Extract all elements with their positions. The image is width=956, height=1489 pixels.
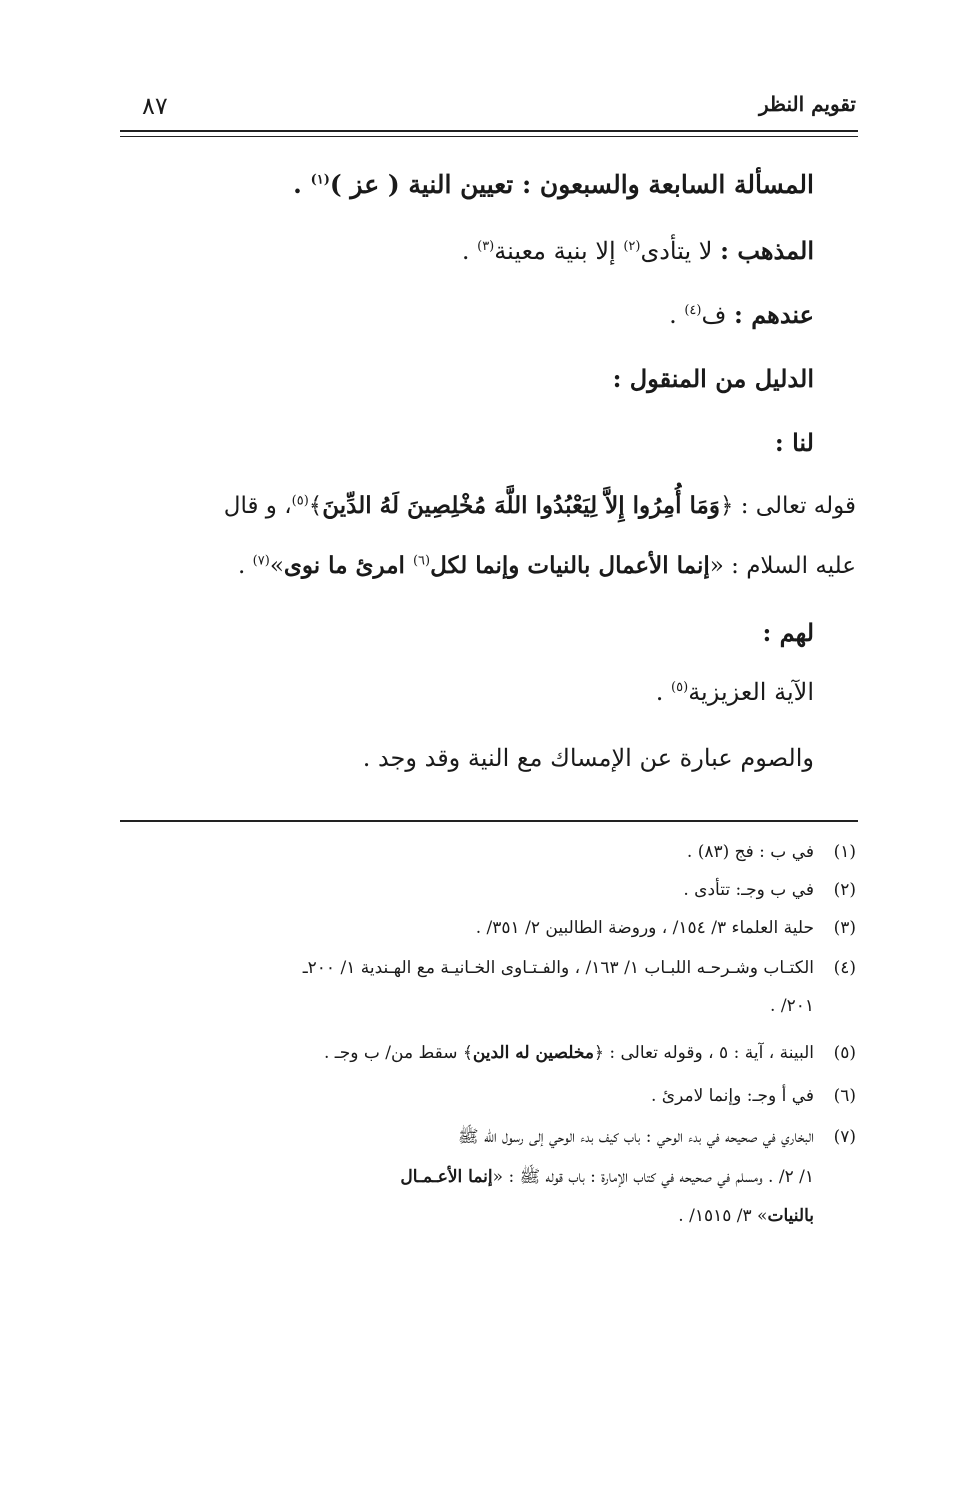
aya-tail: . [655,678,672,706]
footnote-2-text: في ب وجـ: تتأدى . [683,880,814,900]
footnote-7-number: (٧) [833,1127,856,1147]
indahum-text: ف [701,301,734,329]
footnote-6-text: في أ وجـ: وإنما لامرئ . [650,1086,814,1106]
footnote-2-number: (٢) [833,880,856,900]
footnote-3-number: (٣) [833,918,856,938]
footnote-7-text: البخاري في صحيحه في بدء الوحي : باب كيف بدء الوحي إلى رسول الله ﷺ [458,1127,814,1147]
footnote-1-text: في ب : فج (٨٣) . [686,842,814,862]
indahum-tail: . [669,301,685,329]
running-header-title: تقويم النظر [759,92,856,116]
footnote-7-continuation-1 [400,1166,814,1191]
footnote-5-text-a: البينة ، آية : ٥ ، وقوله تعالى : ﴿ [593,1043,814,1063]
footnote-ref-5: (٥) [291,493,309,509]
madhhab-tail: . [461,237,478,265]
footnote-7-cont-bold: إنما الأعـمـال [400,1167,493,1187]
issue-heading-tail: . [293,170,311,199]
footnote-ref-1: (١) [310,172,330,188]
quote-line-1 [224,492,856,519]
madhhab-line [462,236,814,265]
footnote-1 [687,842,856,862]
madhhab-text-a: لا يتأدى [640,237,721,265]
footnote-ref-5b: (٥) [671,680,689,695]
footnote-4-number: (٤) [833,958,856,978]
quote-line-1-tail: ، و قال [223,493,292,519]
footnote-7-cont2-b: » ٣/ ١٥١٥/ . [678,1206,768,1226]
hadith-text-a: إنما الأعمال بالنيات وإنما لكل [430,552,710,579]
hadith-intro: عليه السلام : « [709,553,856,579]
page-number: ٨٧ [142,92,168,120]
hadith-close-quote: » [269,553,284,579]
quote-intro: قوله تعالى : ﴿ [719,493,856,519]
hadith-text-b: امرئ ما نوى [283,552,413,579]
quote-line-2 [238,552,856,579]
footnote-1-number: (١) [833,842,856,862]
footnote-5-text-b: ﴾ سقط من/ ب وجـ . [323,1043,473,1063]
evidence-heading: الدليل من المنقول : [612,364,814,393]
footnote-ref-7: (٧) [252,553,270,569]
footnote-7-cont-a: ١/ ٢/ . ومسلم في صحيحه في كتاب الإمارة : باب قوله ﷺ : « [492,1167,814,1187]
footnote-7-cont2-bold: بالنيات [767,1206,814,1226]
footnote-5-number: (٥) [833,1043,856,1063]
footnote-6-number: (٦) [833,1086,856,1106]
lana-heading: لنا : [774,428,814,457]
footnote-4-text: الكتـاب وشـرحـه اللبـاب ١/ ١٦٣/ ، والفـتـاوى الخـانيـة مع الهـندية ١/ ٢٠٠ـ [302,958,814,978]
aya-line [656,678,814,706]
footnote-ref-3: (٣) [477,239,495,254]
footnote-4-continuation: ٢٠١/ . [770,996,814,1016]
footnote-4 [303,958,856,978]
footnote-3 [476,918,856,938]
header-rule-thin [120,136,858,137]
footnote-ref-4: (٤) [684,303,702,318]
indahum-label: عندهم : [733,300,814,329]
madhhab-text-b: إلا بنية معينة [494,237,624,265]
footnote-6 [651,1086,856,1106]
aya-text: الآية العزيزية [688,678,814,706]
footnote-rule [120,820,858,822]
footnote-5 [324,1042,856,1063]
sawm-line: والصوم عبارة عن الإمساك مع النية وقد وجد . [362,744,814,772]
indahum-line [669,300,814,329]
quran-verse: وَمَا أُمِرُوا إِلاَّ لِيَعْبُدُوا اللَّهَ مُخْلِصِينَ لَهُ الدِّينَ [322,492,720,519]
footnote-ref-6: (٦) [412,553,431,569]
issue-heading [293,170,814,199]
quote-line-2-tail: . [238,553,253,579]
lahum-heading: لهم : [762,618,814,647]
footnote-3-text: حلية العلماء ٣/ ١٥٤/ ، وروضة الطالبين ٢/ ٣٥١/ . [475,918,814,938]
issue-heading-text: المسألة السابعة والسبعون : تعيين النية ( عز ) [329,170,814,199]
footnote-5-bold: مخلصين له الدين [472,1043,594,1063]
footnote-2 [683,880,856,900]
verse-close-bracket: ﴾ [308,493,323,519]
footnote-7 [458,1126,856,1151]
footnote-7-continuation-2 [678,1206,814,1226]
footnote-ref-2: (٢) [623,239,641,254]
madhhab-label: المذهب : [720,236,814,265]
header-rule-thick [120,130,858,132]
